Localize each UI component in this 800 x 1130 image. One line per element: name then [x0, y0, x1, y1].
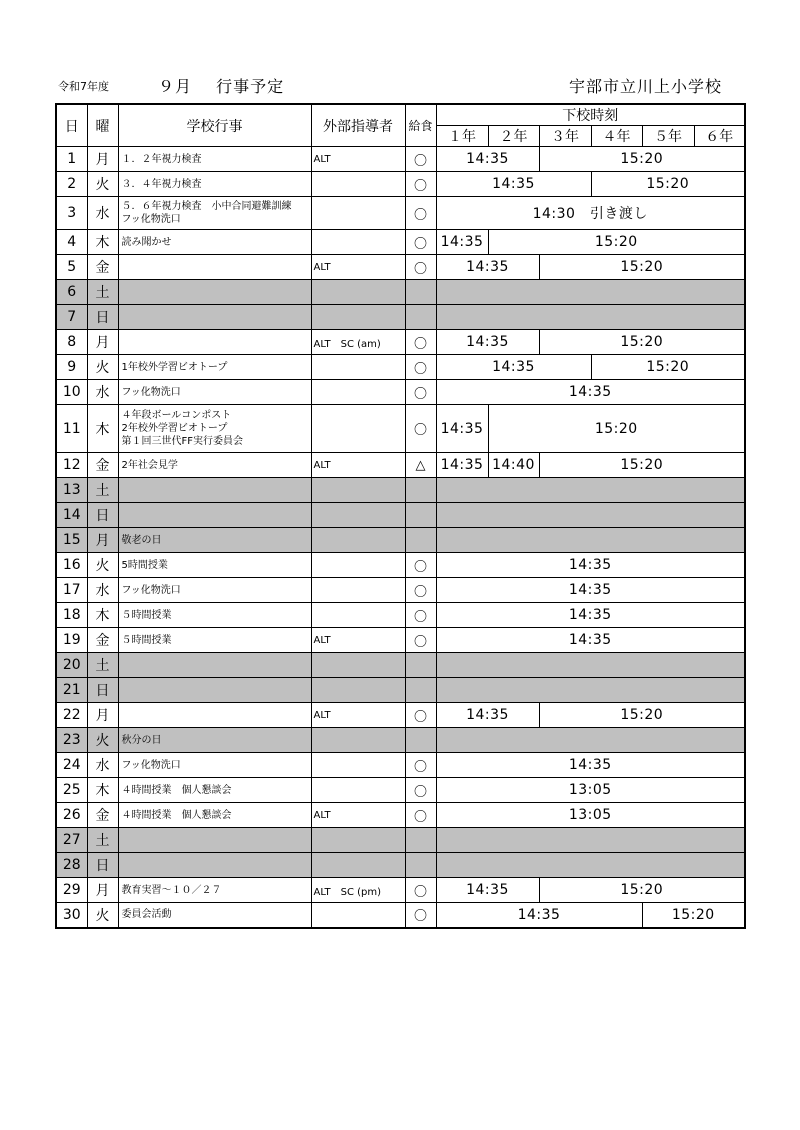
dismissal-time-cell: 15:20: [642, 903, 745, 928]
title-label: 行事予定: [216, 77, 285, 96]
events-cell: [118, 280, 311, 305]
schedule-row: [56, 703, 745, 728]
schedule-row: [56, 172, 745, 197]
event-line: 2年校外学習ビオトープ: [121, 423, 228, 434]
dismissal-time-cell: [436, 305, 745, 330]
dismissal-time-cell: [436, 280, 745, 305]
dismissal-time-cell: 15:20: [539, 147, 745, 172]
weekday-cell: 火: [87, 553, 118, 578]
dismissal-time-cell: [436, 653, 745, 678]
schedule-row: [56, 197, 745, 230]
lunch-cell: 〇: [405, 703, 436, 728]
instructor-cell: [311, 478, 405, 503]
weekday-cell: 日: [87, 503, 118, 528]
weekday-cell: 月: [87, 147, 118, 172]
schedule-row: [56, 653, 745, 678]
fiscal-year: 令和7年度: [58, 80, 109, 93]
weekday-cell: 金: [87, 803, 118, 828]
day-cell: 7: [56, 305, 87, 330]
schedule-row: [56, 230, 745, 255]
event-line: 1年校外学習ビオトープ: [121, 361, 228, 373]
day-cell: 22: [56, 703, 87, 728]
lunch-cell: 〇: [405, 380, 436, 405]
day-cell: 3: [56, 197, 87, 230]
day-cell: 10: [56, 380, 87, 405]
dismissal-time-cell: 14:35: [436, 753, 745, 778]
instructor-cell: ALT SC (pm): [311, 878, 405, 903]
schedule-row: [56, 903, 745, 928]
lunch-cell: [405, 528, 436, 553]
dismissal-time-cell: 14:35: [436, 553, 745, 578]
instructor-cell: ALT: [311, 803, 405, 828]
day-cell: 23: [56, 728, 87, 753]
schedule-row: [56, 628, 745, 653]
instructor-cell: [311, 230, 405, 255]
schedule-row: [56, 803, 745, 828]
event-line: ４年段ボールコンポスト: [121, 410, 232, 421]
schedule-row: [56, 603, 745, 628]
lunch-cell: 〇: [405, 628, 436, 653]
page-title: [158, 74, 284, 97]
dismissal-time-cell: 14:35: [436, 405, 488, 453]
events-cell: [118, 778, 311, 803]
lunch-cell: 〇: [405, 255, 436, 280]
weekday-cell: 土: [87, 828, 118, 853]
col-header-grade-3: ３年: [539, 126, 591, 147]
schedule-row: [56, 380, 745, 405]
instructor-cell: [311, 578, 405, 603]
event-line: 委員会活動: [121, 909, 172, 921]
lunch-cell: 〇: [405, 778, 436, 803]
col-header-day: 日: [56, 104, 87, 147]
event-line: １．２年視力検査: [121, 153, 202, 165]
day-cell: 28: [56, 853, 87, 878]
dismissal-time-cell: [436, 828, 745, 853]
day-cell: 1: [56, 147, 87, 172]
instructor-cell: [311, 728, 405, 753]
col-header-events: 学校行事: [118, 104, 311, 147]
month-label: ９月: [158, 77, 193, 96]
events-cell: [118, 878, 311, 903]
events-cell: [118, 453, 311, 478]
events-cell: [118, 578, 311, 603]
dismissal-time-cell: 14:35: [436, 230, 488, 255]
instructor-cell: [311, 172, 405, 197]
lunch-cell: 〇: [405, 578, 436, 603]
instructor-cell: ALT: [311, 628, 405, 653]
schedule-row: [56, 678, 745, 703]
day-cell: 30: [56, 903, 87, 928]
col-header-grade-4: ４年: [591, 126, 642, 147]
schedule-row: [56, 405, 745, 453]
instructor-cell: [311, 603, 405, 628]
day-cell: 9: [56, 355, 87, 380]
dismissal-time-cell: 13:05: [436, 803, 745, 828]
dismissal-time-cell: 15:20: [539, 453, 745, 478]
day-cell: 8: [56, 330, 87, 355]
weekday-cell: 月: [87, 703, 118, 728]
dismissal-time-cell: 14:35: [436, 172, 591, 197]
event-line: ５．６年視力検査 小中合同避難訓練: [121, 201, 292, 212]
event-line: フッ化物洗口: [121, 584, 181, 596]
lunch-cell: [405, 280, 436, 305]
lunch-cell: [405, 305, 436, 330]
lunch-cell: 〇: [405, 330, 436, 355]
weekday-cell: 木: [87, 603, 118, 628]
day-cell: 20: [56, 653, 87, 678]
lunch-cell: [405, 853, 436, 878]
dismissal-time-cell: 14:35: [436, 147, 539, 172]
event-line: 秋分の日: [121, 734, 162, 746]
instructor-cell: [311, 380, 405, 405]
day-cell: 15: [56, 528, 87, 553]
schedule-row: [56, 280, 745, 305]
events-cell: [118, 728, 311, 753]
col-header-grade-5: ５年: [642, 126, 694, 147]
instructor-cell: ALT: [311, 147, 405, 172]
instructor-cell: ALT: [311, 255, 405, 280]
lunch-cell: 〇: [405, 753, 436, 778]
events-cell: [118, 803, 311, 828]
weekday-cell: 水: [87, 380, 118, 405]
schedule-row: [56, 478, 745, 503]
dismissal-time-cell: 13:05: [436, 778, 745, 803]
dismissal-time-cell: 14:35: [436, 255, 539, 280]
event-line: 第１回三世代FF実行委員会: [121, 436, 244, 447]
schedule-body: [56, 147, 745, 928]
dismissal-time-cell: 14:35: [436, 878, 539, 903]
schedule-row: [56, 553, 745, 578]
dismissal-time-cell: [436, 728, 745, 753]
instructor-cell: [311, 355, 405, 380]
day-cell: 29: [56, 878, 87, 903]
events-cell: [118, 147, 311, 172]
col-header-instructor: 外部指導者: [311, 104, 405, 147]
dismissal-time-cell: 14:30 引き渡し: [436, 197, 745, 230]
lunch-cell: [405, 828, 436, 853]
events-cell: [118, 903, 311, 928]
col-header-lunch: 給食: [405, 104, 436, 147]
day-cell: 19: [56, 628, 87, 653]
day-cell: 21: [56, 678, 87, 703]
weekday-cell: 木: [87, 778, 118, 803]
dismissal-time-cell: [436, 478, 745, 503]
event-line: 教育実習～１０／２７: [121, 884, 222, 896]
dismissal-time-cell: 14:35: [436, 628, 745, 653]
day-cell: 13: [56, 478, 87, 503]
lunch-cell: 〇: [405, 405, 436, 453]
col-header-grade-1: １年: [436, 126, 488, 147]
events-cell: [118, 478, 311, 503]
weekday-cell: 火: [87, 355, 118, 380]
weekday-cell: 土: [87, 653, 118, 678]
events-cell: [118, 853, 311, 878]
schedule-row: [56, 528, 745, 553]
lunch-cell: 〇: [405, 553, 436, 578]
schedule-row: [56, 355, 745, 380]
schedule-row: [56, 778, 745, 803]
schedule-row: [56, 728, 745, 753]
day-cell: 6: [56, 280, 87, 305]
day-cell: 26: [56, 803, 87, 828]
event-line: 5時間授業: [121, 559, 168, 571]
lunch-cell: 〇: [405, 197, 436, 230]
dismissal-time-cell: [436, 528, 745, 553]
lunch-cell: [405, 503, 436, 528]
instructor-cell: ALT SC (am): [311, 330, 405, 355]
events-cell: [118, 172, 311, 197]
instructor-cell: [311, 405, 405, 453]
lunch-cell: 〇: [405, 603, 436, 628]
event-line: ４時間授業 個人懇談会: [121, 784, 232, 796]
dismissal-time-cell: 14:35: [436, 703, 539, 728]
instructor-cell: ALT: [311, 453, 405, 478]
events-cell: [118, 828, 311, 853]
schedule-row: [56, 853, 745, 878]
col-header-grade-6: ６年: [694, 126, 745, 147]
schedule-row: [56, 878, 745, 903]
weekday-cell: 月: [87, 330, 118, 355]
dismissal-time-cell: 14:35: [436, 380, 745, 405]
events-cell: [118, 255, 311, 280]
weekday-cell: 月: [87, 878, 118, 903]
dismissal-time-cell: 15:20: [488, 230, 745, 255]
schedule-row: [56, 305, 745, 330]
day-cell: 18: [56, 603, 87, 628]
dismissal-time-cell: 14:35: [436, 903, 642, 928]
lunch-cell: [405, 728, 436, 753]
lunch-cell: 〇: [405, 803, 436, 828]
day-cell: 2: [56, 172, 87, 197]
lunch-cell: [405, 478, 436, 503]
schedule-row: [56, 753, 745, 778]
instructor-cell: [311, 528, 405, 553]
event-line: 敬老の日: [121, 534, 162, 546]
col-header-weekday: 曜: [87, 104, 118, 147]
weekday-cell: 日: [87, 678, 118, 703]
events-cell: [118, 355, 311, 380]
weekday-cell: 木: [87, 230, 118, 255]
dismissal-time-cell: 14:40: [488, 453, 539, 478]
weekday-cell: 木: [87, 405, 118, 453]
dismissal-time-cell: [436, 853, 745, 878]
lunch-cell: 〇: [405, 172, 436, 197]
instructor-cell: [311, 753, 405, 778]
dismissal-time-cell: 15:20: [591, 355, 745, 380]
schedule-row: [56, 578, 745, 603]
dismissal-time-cell: 14:35: [436, 603, 745, 628]
col-header-grade-2: ２年: [488, 126, 539, 147]
weekday-cell: 金: [87, 453, 118, 478]
lunch-cell: 〇: [405, 230, 436, 255]
instructor-cell: [311, 197, 405, 230]
weekday-cell: 火: [87, 172, 118, 197]
instructor-cell: [311, 503, 405, 528]
weekday-cell: 火: [87, 903, 118, 928]
events-cell: [118, 405, 311, 453]
lunch-cell: [405, 678, 436, 703]
dismissal-time-cell: 14:35: [436, 330, 539, 355]
events-cell: [118, 230, 311, 255]
instructor-cell: [311, 280, 405, 305]
col-header-dismissal: 下校時刻: [436, 104, 745, 126]
day-cell: 12: [56, 453, 87, 478]
events-cell: [118, 197, 311, 230]
events-cell: [118, 380, 311, 405]
weekday-cell: 土: [87, 478, 118, 503]
event-line: フッ化物洗口: [121, 759, 181, 771]
dismissal-time-cell: [436, 678, 745, 703]
dismissal-time-cell: [436, 503, 745, 528]
schedule-row: [56, 330, 745, 355]
events-cell: [118, 603, 311, 628]
dismissal-time-cell: 14:35: [436, 578, 745, 603]
lunch-cell: [405, 653, 436, 678]
event-line: 2年社会見学: [121, 459, 178, 471]
day-cell: 16: [56, 553, 87, 578]
instructor-cell: [311, 903, 405, 928]
lunch-cell: 〇: [405, 147, 436, 172]
schedule-row: [56, 147, 745, 172]
events-cell: [118, 330, 311, 355]
day-cell: 27: [56, 828, 87, 853]
lunch-cell: 〇: [405, 355, 436, 380]
day-cell: 5: [56, 255, 87, 280]
instructor-cell: [311, 778, 405, 803]
day-cell: 14: [56, 503, 87, 528]
events-cell: [118, 305, 311, 330]
events-cell: [118, 653, 311, 678]
day-cell: 11: [56, 405, 87, 453]
instructor-cell: ALT: [311, 703, 405, 728]
instructor-cell: [311, 678, 405, 703]
weekday-cell: 日: [87, 853, 118, 878]
day-cell: 4: [56, 230, 87, 255]
lunch-cell: 〇: [405, 878, 436, 903]
event-line: フッ化物洗口: [121, 386, 181, 398]
schedule-row: [56, 503, 745, 528]
weekday-cell: 土: [87, 280, 118, 305]
dismissal-time-cell: 15:20: [488, 405, 745, 453]
dismissal-time-cell: 15:20: [539, 255, 745, 280]
instructor-cell: [311, 853, 405, 878]
dismissal-time-cell: 15:20: [539, 878, 745, 903]
weekday-cell: 水: [87, 753, 118, 778]
events-cell: [118, 628, 311, 653]
event-line: フッ化物洗口: [121, 214, 181, 225]
instructor-cell: [311, 553, 405, 578]
schedule-row: [56, 255, 745, 280]
weekday-cell: 日: [87, 305, 118, 330]
events-cell: [118, 503, 311, 528]
lunch-cell: △: [405, 453, 436, 478]
dismissal-time-cell: 15:20: [539, 330, 745, 355]
instructor-cell: [311, 305, 405, 330]
weekday-cell: 金: [87, 255, 118, 280]
dismissal-time-cell: 15:20: [539, 703, 745, 728]
events-cell: [118, 553, 311, 578]
schedule-table: [55, 103, 746, 929]
event-line: 読み聞かせ: [121, 236, 172, 248]
schedule-row: [56, 453, 745, 478]
dismissal-time-cell: 14:35: [436, 453, 488, 478]
weekday-cell: 月: [87, 528, 118, 553]
day-cell: 25: [56, 778, 87, 803]
day-cell: 24: [56, 753, 87, 778]
weekday-cell: 水: [87, 197, 118, 230]
event-line: ５時間授業: [121, 634, 172, 646]
instructor-cell: [311, 828, 405, 853]
school-name: 宇部市立川上小学校: [568, 77, 722, 96]
weekday-cell: 金: [87, 628, 118, 653]
lunch-cell: 〇: [405, 903, 436, 928]
events-cell: [118, 528, 311, 553]
events-cell: [118, 678, 311, 703]
day-cell: 17: [56, 578, 87, 603]
event-line: ５時間授業: [121, 609, 172, 621]
weekday-cell: 火: [87, 728, 118, 753]
events-cell: [118, 703, 311, 728]
instructor-cell: [311, 653, 405, 678]
dismissal-time-cell: 15:20: [591, 172, 745, 197]
events-cell: [118, 753, 311, 778]
event-line: ４時間授業 個人懇談会: [121, 809, 232, 821]
dismissal-time-cell: 14:35: [436, 355, 591, 380]
weekday-cell: 水: [87, 578, 118, 603]
schedule-row: [56, 828, 745, 853]
event-line: ３．４年視力検査: [121, 178, 202, 190]
